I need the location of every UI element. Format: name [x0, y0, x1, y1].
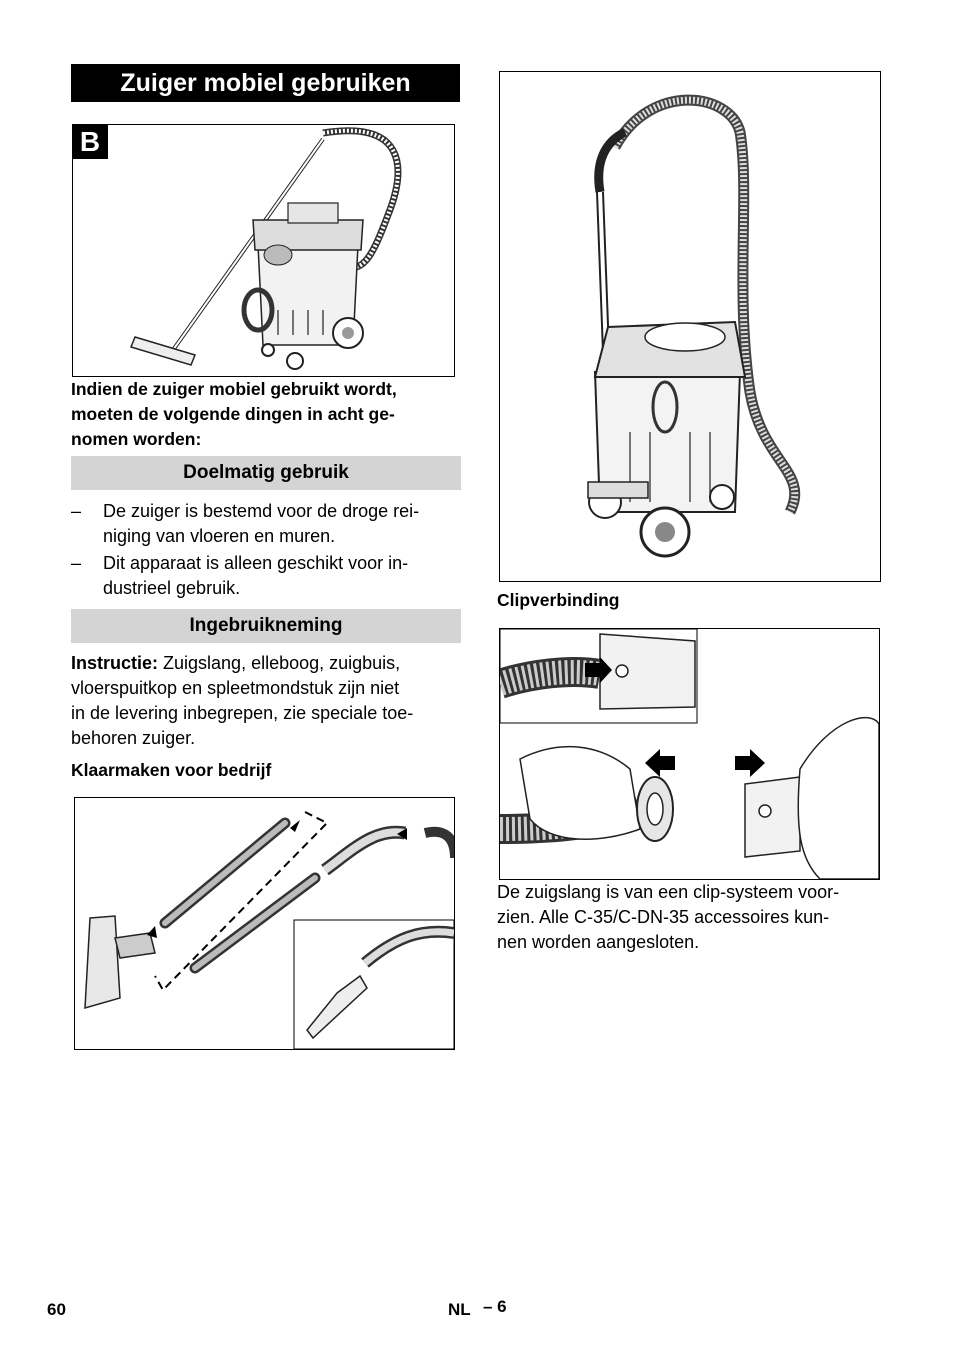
instructie-line: behoren zuiger. [71, 728, 196, 748]
subheading-klaarmaken: Klaarmaken voor bedrijf [71, 760, 272, 780]
section-heading-ingebruikneming: Ingebruikneming [71, 609, 461, 643]
list-dash: – [71, 501, 82, 521]
arrow-right-icon [735, 749, 765, 777]
section-heading-doelmatig: Doelmatig gebruik [71, 456, 461, 490]
hose-assembly-illustration [75, 798, 454, 1049]
figure-assembly [74, 797, 455, 1050]
list-item [71, 499, 466, 549]
list-dash: – [71, 553, 82, 573]
list-item-line: niging van vloeren en muren. [103, 526, 336, 546]
instructie-line: Zuigslang, elleboog, zuigbuis, [158, 653, 401, 673]
list-item-line: Dit apparaat is alleen geschikt voor in- [103, 553, 409, 573]
page-title: Zuiger mobiel gebruiken [71, 64, 460, 102]
clip-line: zien. Alle C-35/C-DN-35 accessoires kun- [497, 907, 830, 927]
clip-line: nen worden aangesloten. [497, 932, 700, 952]
figure-upright-vacuum [499, 71, 881, 582]
intro-paragraph [71, 377, 466, 452]
instructie-paragraph [71, 651, 466, 751]
instructie-label: Instructie: [71, 653, 159, 673]
sub-page-number: – 6 [483, 1297, 507, 1316]
intro-line: moeten de volgende dingen in acht ge- [71, 404, 395, 424]
vacuum-cleaner-illustration [73, 125, 454, 376]
list-item [71, 551, 466, 601]
page-number: 60 [47, 1300, 66, 1319]
clip-line: De zuigslang is van een clip-systeem voor- [497, 882, 840, 902]
clip-paragraph [497, 880, 897, 955]
list-item-line: dustrieel gebruik. [103, 578, 241, 598]
figure-clip-connection [499, 628, 880, 880]
intro-line: Indien de zuiger mobiel gebruikt wordt, [71, 379, 397, 399]
intro-line: nomen worden: [71, 429, 202, 449]
figure-b [72, 124, 455, 377]
figure-label: B [72, 125, 108, 159]
subheading-clipverbinding: Clipverbinding [497, 590, 620, 610]
arrow-left-icon [645, 749, 675, 777]
vacuum-cleaner-illustration [500, 72, 880, 581]
instructie-line: in de levering inbegrepen, zie speciale toe- [71, 703, 414, 723]
clip-connection-illustration [500, 629, 879, 879]
instructie-line: vloerspuitkop en spleetmondstuk zijn niet [71, 678, 400, 698]
list-item-line: De zuiger is bestemd voor de droge rei- [103, 501, 420, 521]
language-code: NL [448, 1300, 471, 1319]
